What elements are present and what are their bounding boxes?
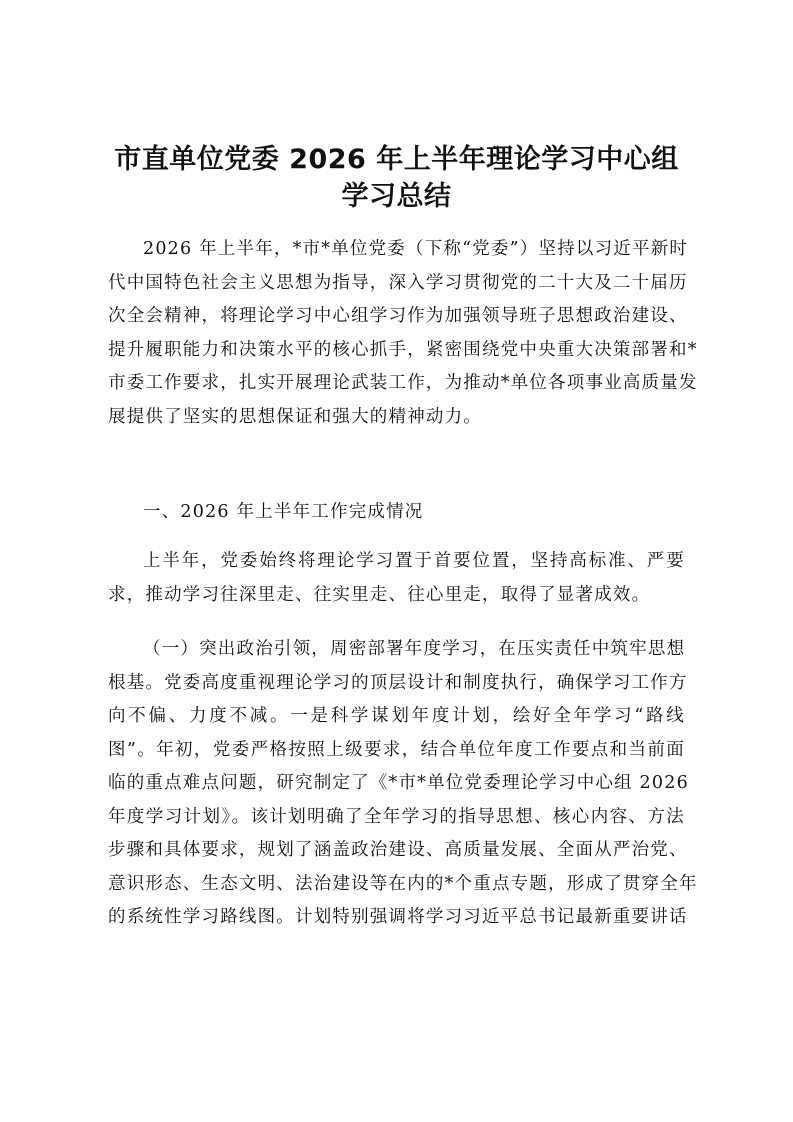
- paragraph-line: 步骤和具体要求，规划了涵盖政治建设、高质量发展、全面从严治党、: [108, 840, 688, 860]
- paragraph-line: 临的重点难点问题，研究制定了《*市*单位党委理论学习中心组 2026: [108, 773, 689, 793]
- paragraph-line: 求，推动学习往深里走、往实里走、往心里走，取得了显著成效。: [108, 584, 651, 605]
- paragraph-line: 年度学习计划》。该计划明确了全年学习的指导思想、核心内容、方法: [108, 806, 685, 827]
- paragraph-line: 向不偏、力度不减。一是科学谋划年度计划，绘好全年学习“路线: [108, 706, 685, 726]
- paragraph-line: 上半年，党委始终将理论学习置于首要位置，坚持高标准、严要: [143, 551, 685, 571]
- document-title-line-1: 市直单位党委 2026 年上半年理论学习中心组: [114, 144, 679, 175]
- section-heading: [108, 496, 685, 530]
- paragraph-line: 图”。年初，党委严格按照上级要求，结合单位年度工作要点和当前面: [108, 739, 685, 760]
- paragraph-line: 次全会精神，将理论学习中心组学习作为加强领导班子思想政治建设、: [108, 306, 688, 326]
- paragraph-line: 的系统性学习路线图。计划特别强调将学习习近平总书记最新重要讲话: [108, 907, 688, 927]
- body-paragraph: [108, 633, 698, 935]
- paragraph-line: 市委工作要求，扎实开展理论武装工作，为推动*单位各项事业高质量发: [108, 373, 698, 393]
- paragraph-line: 展提供了坚实的思想保证和强大的精神动力。: [108, 406, 482, 427]
- paragraph-line: 意识形态、生态文明、法治建设等在内的*个重点专题，形成了贯穿全年: [108, 873, 698, 894]
- paragraph-line: 代中国特色社会主义思想为指导，深入学习贯彻党的二十大及二十届历: [108, 272, 688, 293]
- section-heading-text: 一、2026 年上半年工作完成情况: [143, 502, 424, 522]
- intro-paragraph: [108, 233, 698, 434]
- summary-paragraph: [108, 545, 685, 612]
- paragraph-line: 提升履职能力和决策水平的核心抓手，紧密围绕党中央重大决策部署和*: [108, 339, 698, 360]
- paragraph-line: （一）突出政治引领，周密部署年度学习，在压实责任中筑牢思想: [143, 639, 686, 659]
- paragraph-line: 2026 年上半年，*市*单位党委（下称“党委”）坚持以习近平新时: [143, 239, 689, 259]
- document-title-line-2: 学习总结: [341, 181, 452, 212]
- paragraph-line: 根基。党委高度重视理论学习的顶层设计和制度执行，确保学习工作方: [108, 672, 688, 693]
